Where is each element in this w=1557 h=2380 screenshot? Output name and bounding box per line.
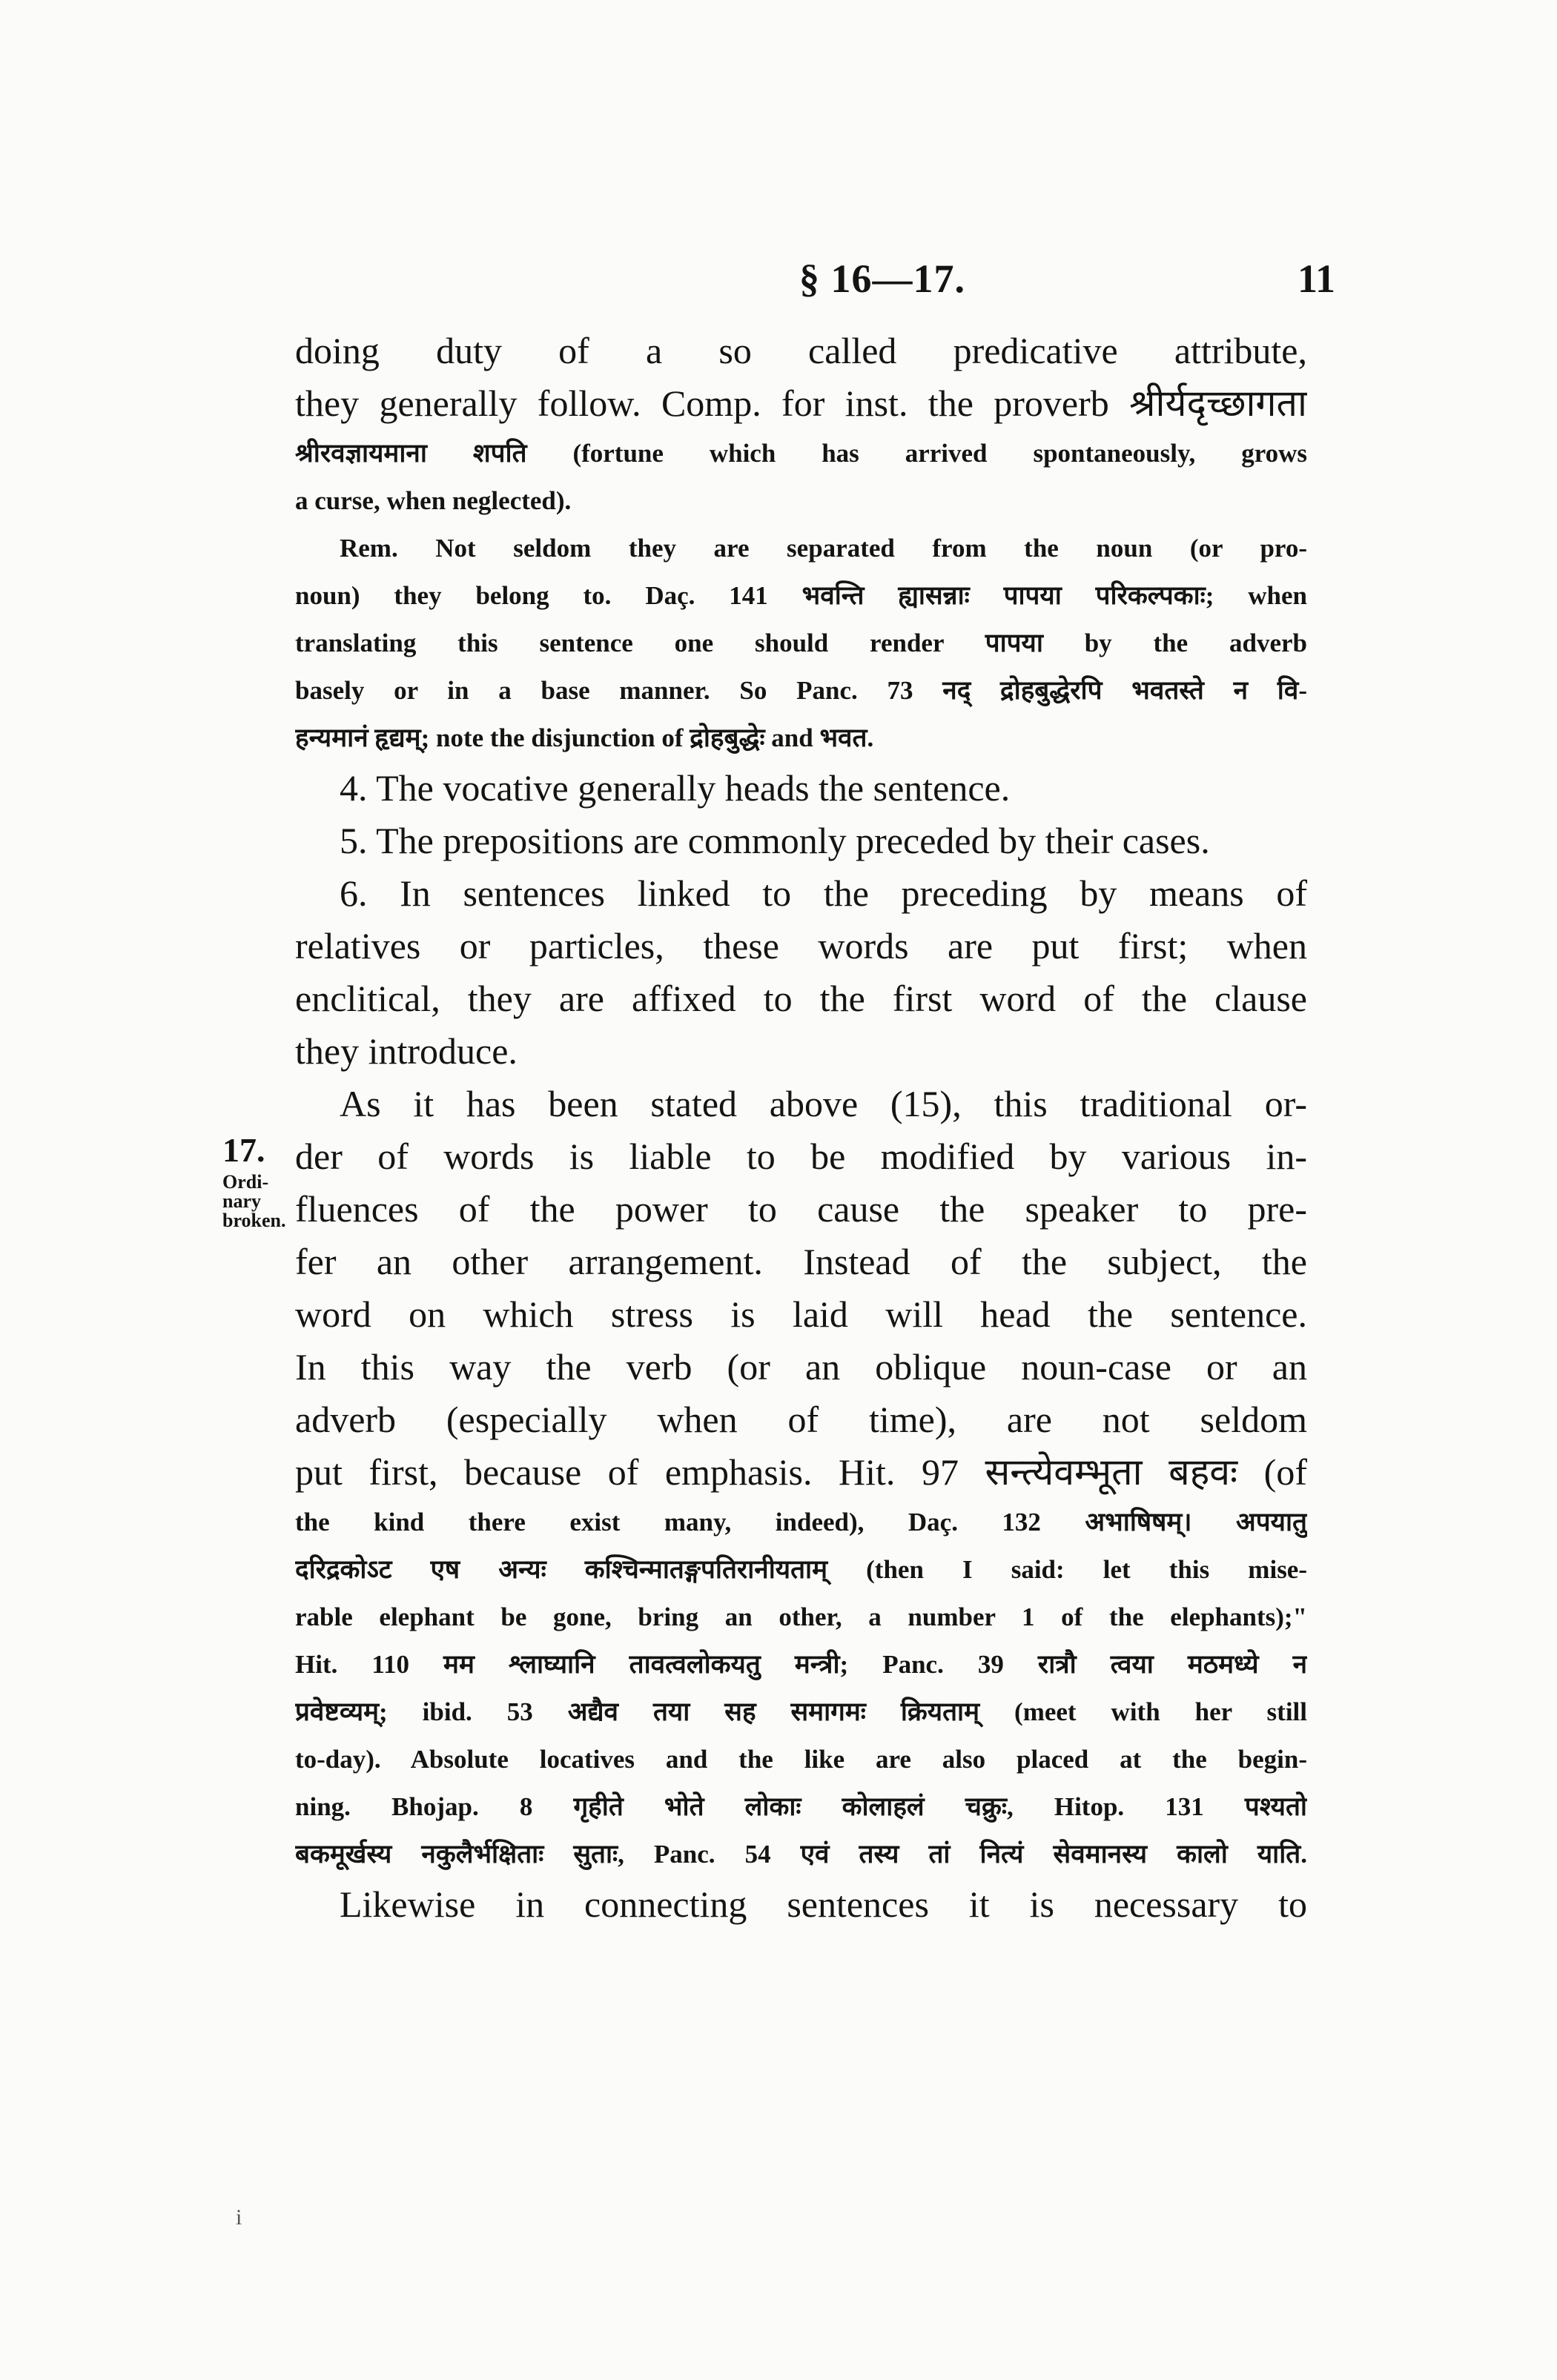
- text-line: 6. In sentences linked to the preceding by means of: [340, 872, 1307, 914]
- text-line: the kind there exist many, indeed), Daç. 132 अभाषिषम्। अपयातु: [295, 1508, 1307, 1537]
- margin-section-number: 17.: [222, 1131, 265, 1169]
- text-line: Hit. 110 मम श्लाघ्यानि तावत्वलोकयतु मन्त्री; Panc. 39 रात्रौ त्वया मठमध्ये न: [295, 1650, 1307, 1679]
- page-number: 11: [1298, 256, 1336, 301]
- text-line: relatives or particles, these words are put first; when: [295, 925, 1307, 967]
- text-line: adverb (especially when of time), are not seldom: [295, 1399, 1307, 1440]
- section-reference: § 16—17.: [799, 256, 965, 301]
- text-line: श्रीरवज्ञायमाना शपति (fortune which has arrived spontaneously, grows: [295, 439, 1307, 468]
- text-line: rable elephant be gone, bring an other, a number 1 of the elephants);": [295, 1602, 1307, 1631]
- text-line: As it has been stated above (15), this traditional or-: [340, 1083, 1307, 1124]
- stray-mark: i: [236, 2205, 242, 2230]
- text-line: they generally follow. Comp. for inst. the proverb श्रीर्यदृच्छागता: [295, 382, 1307, 424]
- text-line: a curse, when neglected).: [295, 486, 572, 515]
- text-line: fer an other arrangement. Instead of the subject, the: [295, 1241, 1307, 1282]
- margin-side-note-text: Ordi- nary broken.: [222, 1171, 286, 1231]
- text-line: 4. The vocative generally heads the sentence.: [340, 767, 1011, 809]
- body-text: [295, 325, 1307, 1931]
- text-line: ning. Bhojap. 8 गृहीते भोते लोकाः कोलाहलं चक्रुः, Hitop. 131 पश्यतो: [295, 1792, 1307, 1821]
- text-line: word on which stress is laid will head the sentence.: [295, 1293, 1307, 1335]
- text-line: Likewise in connecting sentences it is necessary to: [340, 1883, 1307, 1925]
- text-line: basely or in a base manner. So Panc. 73 नद् द्रोहबुद्धेरपि भवतस्ते न वि-: [295, 676, 1307, 705]
- text-line: दरिद्रकोऽट एष अन्यः कश्चिन्मातङ्गपतिरानीयताम् (then I said: let this mise-: [295, 1555, 1307, 1584]
- text-line: put first, because of emphasis. Hit. 97 सन्त्येवम्भूता बहवः (of: [295, 1451, 1307, 1493]
- text-line: बकमूर्खस्य नकुलैर्भक्षिताः सुताः, Panc. 54 एवं तस्य तां नित्यं सेवमानस्य कालो याति.: [295, 1840, 1307, 1869]
- text-line: translating this sentence one should render पापया by the adverb: [295, 629, 1307, 657]
- text-line: enclitical, they are affixed to the first word of the clause: [295, 978, 1307, 1019]
- text-line: der of words is liable to be modified by various in-: [295, 1136, 1307, 1177]
- text-line: हन्यमानं हृद्यम्; note the disjunction of द्रोहबुद्धेः and भवत.: [295, 723, 874, 752]
- text-line: doing duty of a so called predicative attribute,: [295, 330, 1307, 371]
- text-line: to-day). Absolute locatives and the like are also placed at the begin-: [295, 1745, 1307, 1774]
- text-line: In this way the verb (or an oblique noun-case or an: [295, 1346, 1307, 1388]
- page-header: [297, 256, 1557, 300]
- text-line: noun) they belong to. Daç. 141 भवन्ति ह्यासन्नाः पापया परिकल्पकाः; when: [295, 581, 1307, 610]
- text-line: प्रवेष्टव्यम्; ibid. 53 अद्यैव तया सह समागमः क्रियताम् (meet with her still: [295, 1697, 1307, 1726]
- margin-side-note: [222, 1173, 286, 1230]
- text-line: Rem. Not seldom they are separated from the noun (or pro-: [340, 534, 1307, 563]
- text-line: 5. The prepositions are commonly preceded by their cases.: [340, 820, 1210, 861]
- text-line: they introduce.: [295, 1030, 518, 1072]
- text-line: fluences of the power to cause the speaker to pre-: [295, 1188, 1307, 1230]
